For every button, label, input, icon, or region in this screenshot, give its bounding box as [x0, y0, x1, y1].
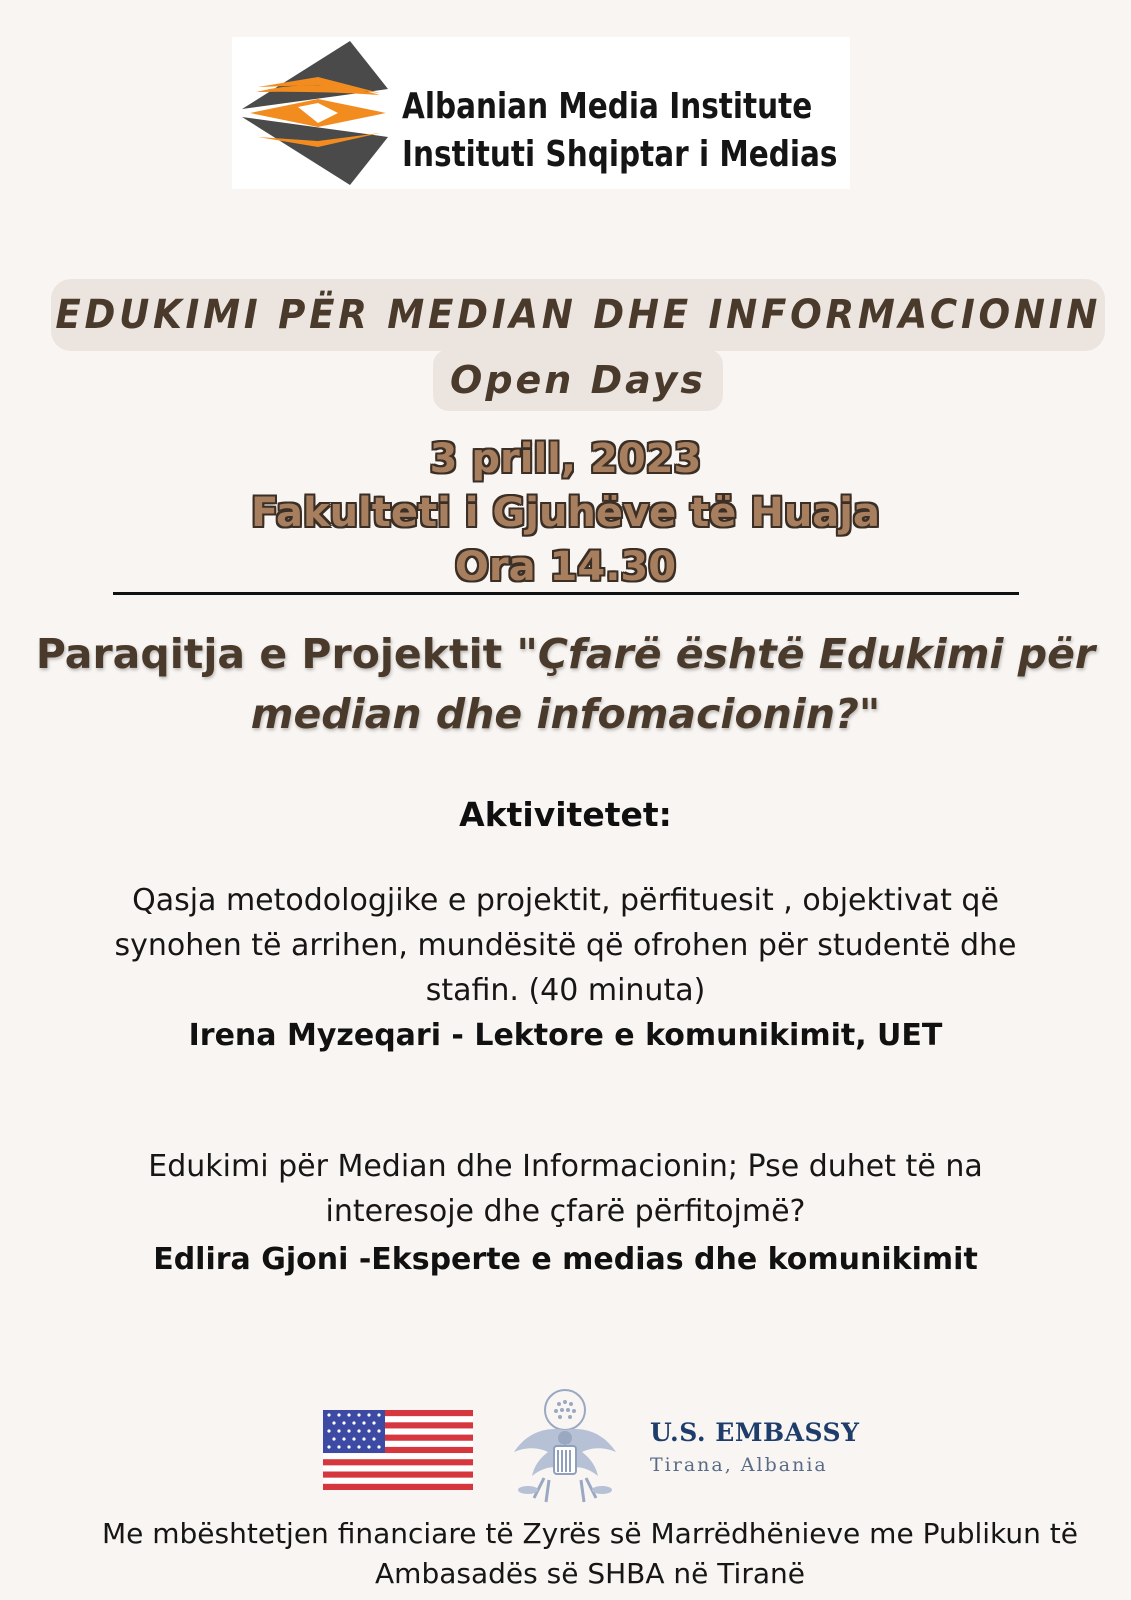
event-time: Ora 14.30 — [454, 544, 677, 590]
activity-2-line: interesoje dhe çfarë përfitojmë? — [325, 1194, 806, 1229]
us-flag-icon — [323, 1410, 473, 1490]
event-place: Fakulteti i Gjuhëve të Huaja — [251, 490, 880, 536]
project-title-line1 — [30, 624, 1101, 684]
project-prefix: Paraqitja e Projektit — [35, 630, 517, 678]
subtitle-banner — [433, 349, 723, 411]
activity-2-speaker: Edlira Gjoni -Eksperte e medias dhe komunikimit — [153, 1242, 978, 1277]
logo-text — [402, 83, 837, 179]
ami-chevron-logo-icon — [238, 37, 398, 189]
activity-2-description — [60, 1144, 1071, 1234]
activities-heading: Aktivitetet: — [459, 795, 672, 834]
event-date: 3 prill, 2023 — [429, 436, 702, 482]
embassy-name: U.S. EMBASSY — [650, 1418, 860, 1447]
title-banner — [51, 279, 1105, 351]
event-subtitle: Open Days — [450, 358, 706, 402]
event-title: EDUKIMI PËR MEDIAN DHE INFORMACIONIN — [55, 292, 1101, 338]
activity-2-line: Edukimi për Median dhe Informacionin; Pse duhet të na — [148, 1149, 983, 1184]
logo-line-en: Albanian Media Institute — [402, 86, 813, 127]
activity-1-line: synohen të arrihen, mundësitë që ofrohen për studentë dhe — [114, 928, 1017, 963]
project-quote-part1: "Çfarë është Edukimi për — [516, 630, 1096, 678]
us-great-seal-icon — [504, 1386, 626, 1508]
funding-note — [70, 1514, 1110, 1594]
funding-note-line2: Ambasadës së SHBA në Tiranë — [375, 1557, 805, 1590]
activity-1-speaker: Irena Myzeqari - Lektore e komunikimit, UET — [188, 1018, 943, 1053]
activity-1-line: stafin. (40 minuta) — [425, 973, 706, 1008]
embassy-location: Tirana, Albania — [650, 1454, 828, 1476]
funding-note-line1: Me mbështetjen financiare të Zyrës së Marrëdhënieve me Publikun të — [101, 1517, 1079, 1550]
activity-1-line: Qasja metodologjike e projektit, përfituesit , objektivat që — [132, 883, 999, 918]
activity-1-description — [60, 878, 1071, 1013]
project-quote-part2: median dhe infomacionin?" — [250, 690, 881, 738]
project-title — [30, 624, 1101, 744]
logo-banner — [232, 37, 850, 189]
logo-line-sq: Instituti Shqiptar i Medias — [402, 134, 838, 175]
divider — [113, 592, 1019, 595]
